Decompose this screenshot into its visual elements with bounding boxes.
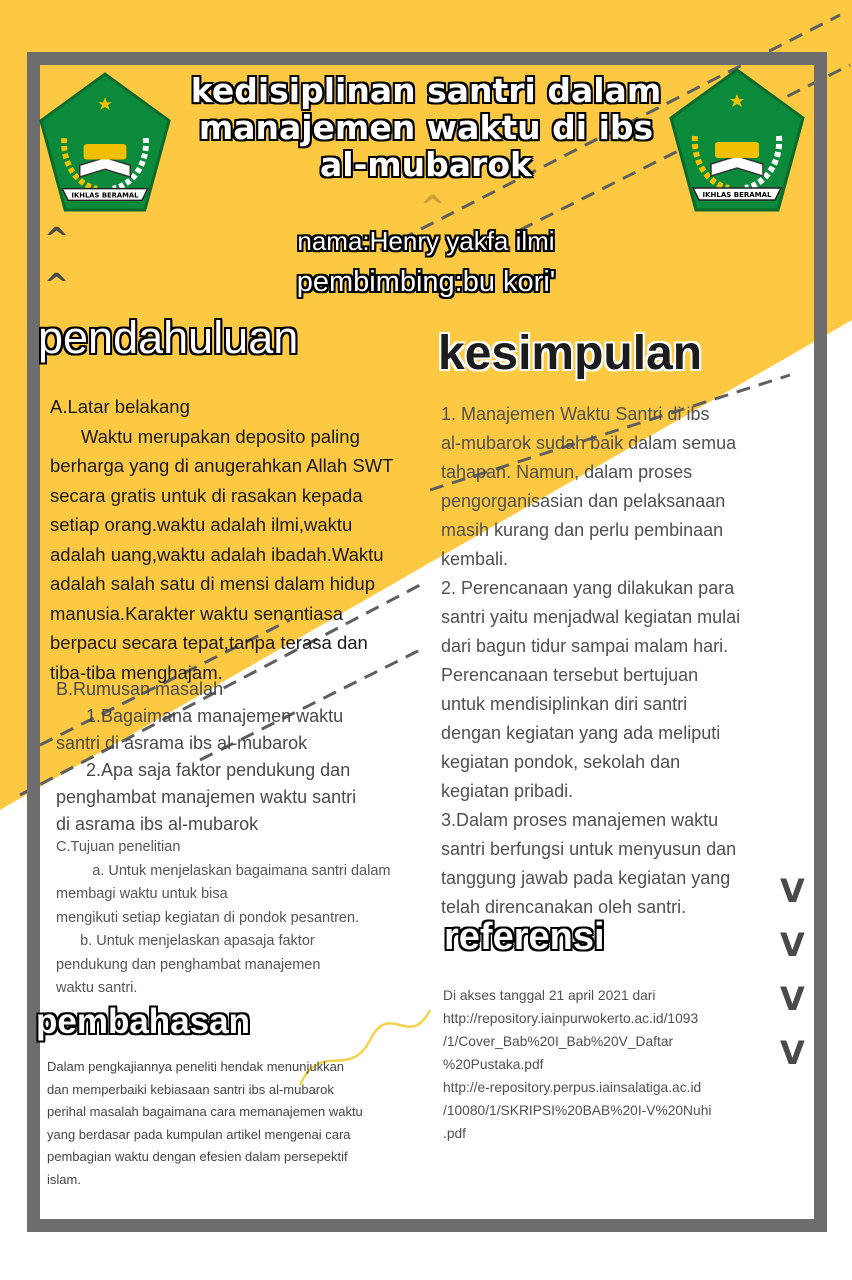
referensi-line: http://repository.iainpurwokerto.ac.id/1093: [443, 1011, 699, 1026]
rumusan-line: 1.Bagaimana manajemen waktu: [56, 706, 344, 726]
latar-line: tiba-tiba menghajam.: [50, 661, 223, 683]
kemenag-emblem-right: [667, 64, 807, 218]
pembahasan-line: pembagian waktu dengan efesien dalam persepektif: [47, 1149, 348, 1164]
motto-text: IKHLAS BERAMAL: [702, 191, 772, 199]
kesimpulan-line: 2. Perencanaan yang dilakukan para: [441, 578, 735, 598]
kesimpulan-section: [441, 400, 740, 922]
tujuan-line: b. Untuk menjelaskan apasaja faktor: [56, 933, 315, 949]
title-line-1: kedisiplinan santri dalam: [190, 71, 662, 110]
referensi-line: /1/Cover_Bab%20I_Bab%20V_Daftar: [443, 1034, 674, 1049]
kesimpulan-line: dari bagun tidur sampai malam hari.: [441, 636, 729, 656]
pendahuluan-heading: pendahuluan: [38, 312, 299, 363]
kesimpulan-line: untuk mendisiplinkan diri santri: [441, 694, 688, 714]
kesimpulan-line: telah direncanakan oleh santri.: [441, 897, 687, 917]
pembahasan-line: yang berdasar pada kumpulan artikel mengenai cara: [47, 1126, 351, 1142]
down-arrow-icon: V: [780, 926, 805, 964]
book-cover-icon: [84, 144, 127, 160]
title-line-3: al-mubarok: [320, 145, 532, 184]
kesimpulan-line: masih kurang dan perlu pembinaan: [441, 520, 724, 540]
tujuan-line: a. Untuk menjelaskan bagaimana santri dalam: [56, 862, 391, 879]
tujuan-heading: C.Tujuan penelitian: [56, 839, 181, 855]
pembahasan-line: Dalam pengkajiannya peneliti hendak menunjukkan: [47, 1059, 345, 1074]
pembahasan-section: [47, 1056, 363, 1191]
down-arrow-icon: V: [780, 872, 805, 910]
up-arrow-icon: ^: [420, 190, 446, 225]
kesimpulan-line: kembali.: [441, 549, 509, 569]
latar-line: Waktu merupakan deposito paling: [50, 425, 360, 447]
motto-text: IKHLAS BERAMAL: [71, 191, 139, 200]
referensi-line: %20Pustaka.pdf: [443, 1057, 544, 1072]
referensi-line: Di akses tanggal 21 april 2021 dari: [443, 988, 656, 1003]
latar-heading: A.Latar belakang: [50, 396, 190, 417]
title-line-2: manajemen waktu di ibs: [198, 108, 654, 147]
referensi-line: .pdf: [443, 1126, 467, 1141]
latar-line: adalah salah satu di mensi dalam hidup: [50, 573, 375, 594]
kesimpulan-line: dengan kegiatan yang ada meliputi: [441, 723, 721, 743]
kesimpulan-line: kegiatan pondok, sekolah dan: [441, 752, 681, 772]
kesimpulan-line: santri berfungsi untuk menyusun dan: [441, 839, 737, 859]
kesimpulan-line: Perencanaan tersebut bertujuan: [441, 665, 699, 685]
latar-line: berharga yang di anugerahkan Allah SWT: [50, 455, 394, 476]
kesimpulan-line: 1. Manajemen Waktu Santri di ibs: [441, 404, 710, 424]
rumusan-line: di asrama ibs al-mubarok: [56, 814, 259, 834]
tujuan-line: membagi waktu untuk bisa: [56, 886, 228, 902]
referensi-section: [443, 984, 711, 1145]
kesimpulan-line: 3.Dalam proses manajemen waktu: [441, 810, 719, 830]
kesimpulan-line: tahapan. Namun, dalam proses: [441, 462, 693, 482]
kesimpulan-line: kegiatan pribadi.: [441, 781, 574, 801]
supervisor-name: pembimbing:bu kori': [296, 266, 556, 298]
rumusan-masalah-section: [56, 676, 356, 838]
tujuan-penelitian-section: [56, 836, 390, 1001]
down-arrow-icon: V: [780, 980, 805, 1018]
pembahasan-line: perihal masalah bagaimana cara memanajemen waktu: [47, 1104, 363, 1119]
latar-line: adalah uang,waktu adalah ibadah.Waktu: [50, 543, 384, 565]
referensi-heading: referensi: [444, 916, 605, 958]
up-arrow-icon: ^: [44, 222, 70, 257]
up-arrow-icon: ^: [44, 268, 70, 303]
rumusan-line: penghambat manajemen waktu santri: [56, 787, 357, 807]
rumusan-line: 2.Apa saja faktor pendukung dan: [56, 760, 351, 780]
poster-title: [170, 72, 682, 183]
kemenag-emblem-left: [37, 68, 173, 218]
referensi-line: /10080/1/SKRIPSI%20BAB%20I-V%20Nuhi: [443, 1103, 712, 1118]
latar-line: berpacu secara tepat,tanpa terasa dan: [50, 632, 368, 653]
rumusan-line: santri di asrama ibs al-mubarok: [56, 733, 308, 753]
latar-line: secara gratis untuk di rasakan kepada: [50, 484, 363, 506]
tujuan-line: waktu santri.: [56, 980, 138, 996]
pembahasan-line: islam.: [47, 1171, 81, 1187]
rumusan-heading: B.Rumusan masalah: [56, 679, 224, 699]
book-cover-icon: [715, 142, 759, 158]
pembahasan-line: dan memperbaiki kebiasaan santri ibs al-mubarok: [47, 1081, 334, 1097]
kesimpulan-heading: kesimpulan: [438, 327, 703, 380]
kesimpulan-line: tanggung jawab pada kegiatan yang: [441, 868, 731, 888]
kesimpulan-line: al-mubarok sudah baik dalam semua: [441, 433, 737, 453]
latar-line: manusia.Karakter waktu senantiasa: [50, 602, 344, 624]
tujuan-line: mengikuti setiap kegiatan di pondok pesantren.: [56, 909, 360, 926]
pembahasan-heading: pembahasan: [36, 1002, 250, 1041]
down-arrow-icon: V: [780, 1034, 805, 1072]
kesimpulan-line: pengorganisasian dan pelaksanaan: [441, 491, 726, 511]
latar-line: setiap orang.waktu adalah ilmi,waktu: [50, 514, 353, 535]
author-name: nama:Henry yakfa ilmi: [297, 226, 555, 256]
kesimpulan-line: santri yaitu menjadwal kegiatan mulai: [441, 607, 741, 627]
latar-belakang-section: [50, 392, 394, 687]
referensi-line: http://e-repository.perpus.iainsalatiga.ac.id: [443, 1080, 702, 1095]
tujuan-line: pendukung dan penghambat manajemen: [56, 956, 321, 973]
